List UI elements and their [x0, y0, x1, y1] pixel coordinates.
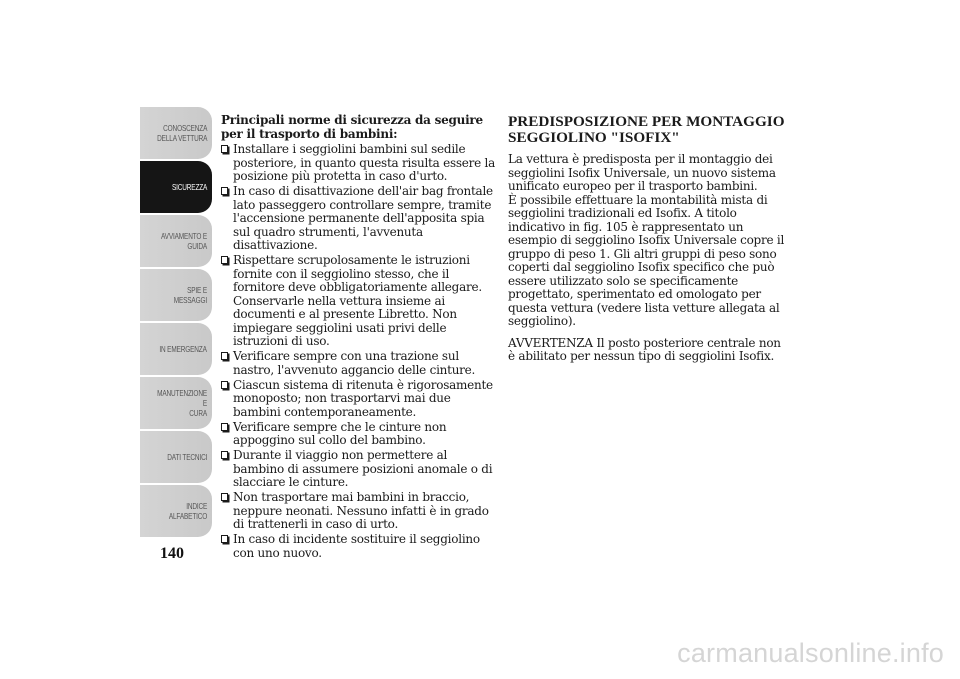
- list-item-text: Ciascun sistema di ritenuta è rigorosamente monoposto; non trasportarvi mai due bambini contemporaneamente.: [233, 377, 493, 419]
- list-item: [221, 185, 497, 253]
- isofix-warning: AVVERTENZA Il posto posteriore centrale non è abilitato per nessun tipo di seggiolini Isofix.: [508, 335, 781, 363]
- tab-indice-alfabetico[interactable]: [140, 485, 212, 537]
- right-column: [508, 114, 790, 364]
- tab-spie-e-messaggi[interactable]: [140, 269, 212, 321]
- list-item-text: Durante il viaggio non permettere al bambino di assumere posizioni anomale o di slacciare le cinture.: [233, 448, 493, 489]
- checkbox-bullet-icon: [221, 535, 228, 543]
- checkbox-bullet-icon: [221, 381, 228, 389]
- tab-dati-tecnici[interactable]: [140, 431, 212, 483]
- checkbox-bullet-icon: [221, 423, 228, 431]
- list-item: [221, 533, 497, 560]
- tab-label: SPIE E MESSAGGI: [173, 285, 207, 305]
- tab-avviamento-e-guida[interactable]: [140, 215, 212, 267]
- checkbox-bullet-icon: [221, 256, 228, 264]
- checkbox-bullet-icon: [221, 493, 228, 501]
- tab-label: DATI TECNICI: [167, 452, 207, 462]
- list-item: [221, 143, 497, 184]
- list-item-text: Verificare sempre con una trazione sul nastro, l'avvenuto aggancio delle cinture.: [233, 349, 476, 377]
- tab-label: INDICE ALFABETICO: [168, 501, 207, 521]
- tab-in-emergenza[interactable]: [140, 323, 212, 375]
- tab-label: CONOSCENZA DELLA VETTURA: [156, 123, 207, 143]
- list-item-text: Verificare sempre che le cinture non appoggino sul collo del bambino.: [233, 419, 447, 447]
- isofix-section-title: PREDISPOSIZIONE PER MONTAGGIO SEGGIOLINO "ISOFIX": [508, 113, 785, 146]
- tab-label: IN EMERGENZA: [159, 344, 207, 354]
- list-item-text: Installare i seggiolini bambini sul sedile posteriore, in quanto questa risulta essere la posizione più protetta in caso d'urto.: [233, 142, 496, 183]
- safety-rules-list: [221, 143, 497, 560]
- tab-sicurezza[interactable]: [140, 161, 212, 213]
- list-item: [221, 421, 497, 448]
- list-item-text: Non trasportare mai bambini in braccio, neppure neonati. Nessuno infatti è in grado di trattenerli in caso di urto.: [233, 490, 489, 531]
- list-item-text: In caso di incidente sostituire il seggiolino con uno nuovo.: [233, 532, 480, 560]
- tab-manutenzione-e-cura[interactable]: [140, 377, 212, 429]
- list-item: [221, 449, 497, 490]
- safety-rules-title: Principali norme di sicurezza da seguire per il trasporto di bambini:: [221, 113, 483, 141]
- tab-label: SICUREZZA: [171, 182, 207, 192]
- watermark: carmanualsonline.info: [677, 638, 944, 668]
- checkbox-bullet-icon: [221, 145, 228, 153]
- checkbox-bullet-icon: [221, 187, 228, 195]
- left-column: [221, 114, 497, 562]
- checkbox-bullet-icon: [221, 451, 228, 459]
- isofix-paragraph-intro: La vettura è predisposta per il montaggio dei seggiolini Isofix Universale, un nuovo sistema unificato europeo per il trasporto bambini.: [508, 152, 776, 193]
- isofix-paragraph-mixed: È possibile effettuare la montabilità mista di seggiolini tradizionali ed Isofix. A titolo indicativo in fig. 105 è rappresentato un esempio di seggiolino Isofix Universale copre il gruppo di peso 1. Gli altri gruppi di peso sono coperti dal seggiolino Isofix specifico che può essere utilizzato solo se specificamente progettato, sperimentato ed omologato per questa vettura (vedere lista vetture allegata al seggiolino).: [508, 192, 785, 328]
- list-item: [221, 254, 497, 349]
- tab-label: MANUTENZIONE E CURA: [157, 388, 207, 418]
- list-item: [221, 350, 497, 377]
- list-item-text: In caso di disattivazione dell'air bag frontale lato passeggero controllare sempre, tramite l'accensione permanente dell'apposita spia sul quadro strumenti, l'avvenuta disattivazione.: [233, 184, 493, 252]
- tab-conoscenza-della-vettura[interactable]: [140, 107, 212, 159]
- list-item-text: Rispettare scrupolosamente le istruzioni fornite con il seggiolino stesso, che il fornitore deve obbligatoriamente allegare. Conservarle nella vettura insieme ai documenti e al presente Libretto. Non impiegare seggiolini usati privi delle istruzioni di uso.: [233, 253, 482, 348]
- page-number: 140: [160, 545, 184, 562]
- tab-label: AVVIAMENTO E GUIDA: [160, 231, 207, 251]
- list-item: [221, 491, 497, 532]
- checkbox-bullet-icon: [221, 352, 228, 360]
- chapter-tabs: [140, 107, 212, 539]
- list-item: [221, 379, 497, 420]
